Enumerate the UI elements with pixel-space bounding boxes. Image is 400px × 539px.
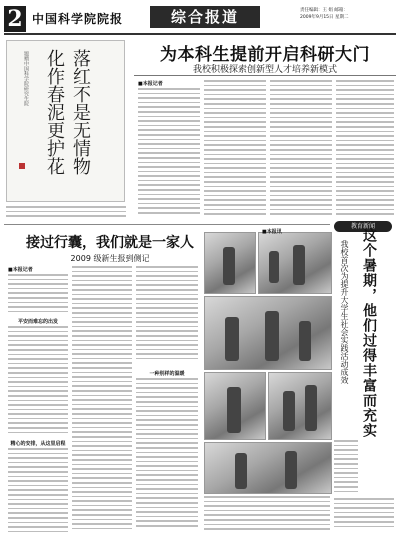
calligraphy-signature: 题赠中国科学院研究生院 [23,51,29,106]
calligraphy-line-2: 化作春泥更护花 [44,49,65,175]
left-section-heading-3: 一种别样的温暖 [149,371,185,377]
left-subhead: 2009 级新生报到侧记 [70,254,150,263]
right-column-tail [334,498,394,534]
top-column-3 [270,80,332,216]
section-divider [4,224,330,225]
photo-1 [204,232,256,294]
left-column-1c [8,448,68,534]
seal-stamp [19,163,25,169]
photo-5 [268,372,332,440]
masthead-editor: 责任编辑：王 娟 邮箱： [300,8,348,13]
top-column-1 [138,88,200,216]
left-column-3a [136,266,198,366]
page-number: 2 [4,6,26,32]
top-byline: ■本报记者 [138,81,163,87]
section-banner: 综合报道 [150,6,260,28]
right-byline: ■本报讯 [262,229,282,235]
paper-name: 中国科学院院报 [32,12,124,26]
top-column-4 [336,80,394,216]
top-subhead: 我校积极探索创新型人才培养新模式 [192,65,337,75]
calligraphy-line-1: 落红不是无情物 [70,49,91,175]
photo-news-tag: 教育新闻 [334,221,392,232]
photo-3 [204,296,332,370]
left-section-heading-1: 平安而难忘的出发 [17,319,58,325]
right-headline: 这个暑期，他们过得丰富而充实 [361,228,377,438]
headline-rule [134,75,396,76]
left-column-1a [8,274,68,316]
photo-6 [204,442,332,494]
left-headline: 接过行囊，我们就是一家人 [26,235,194,251]
calligraphy-artwork [6,40,125,202]
top-column-2 [204,80,266,216]
left-byline: ■本报记者 [8,267,33,273]
left-column-3b [136,378,198,534]
calligraphy-caption [6,206,126,220]
masthead-info [300,7,348,21]
photo-4 [204,372,266,440]
photo-caption [204,496,330,534]
right-column-side [334,440,358,496]
top-headline: 为本科生提前开启科研大门 [160,45,370,65]
left-column-1b [8,326,68,436]
left-column-2 [72,266,132,534]
left-section-heading-2: 精心的安排，从这里启程 [10,441,66,447]
right-subhead: 我校首次为提升大学生社会实践活动成效 [340,240,349,384]
header-rule [4,33,396,35]
masthead-date: 2009年9月15日 星期二 [300,15,349,20]
photo-2 [258,232,332,294]
